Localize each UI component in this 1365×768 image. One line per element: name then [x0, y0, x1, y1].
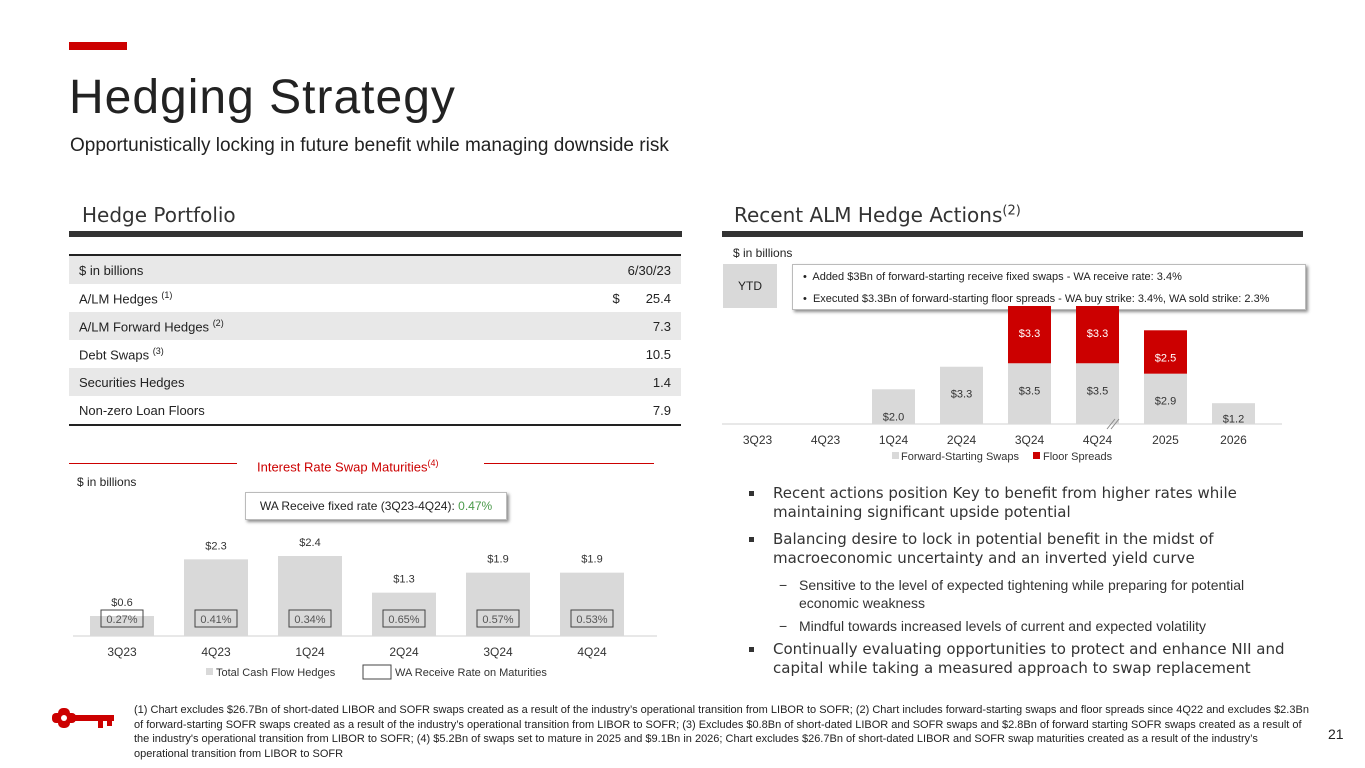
- alm-actions-rule: [722, 231, 1303, 237]
- ytd-label: YTD: [723, 264, 777, 308]
- row-value: [483, 284, 681, 312]
- row-value: 7.9: [652, 402, 671, 418]
- swap-maturities-chart: [69, 520, 669, 685]
- swap-maturities-title: [257, 458, 439, 474]
- row-label-text: A/LM Hedges: [79, 291, 158, 307]
- row-value: 10.5: [645, 346, 671, 362]
- x-tick-label: 3Q24: [483, 645, 513, 659]
- bar-value-label: $1.9: [487, 553, 509, 566]
- wa-rate-label: 0.41%: [200, 614, 232, 626]
- bar-value-label: $2.4: [299, 537, 321, 549]
- bar-value-label: $1.9: [581, 553, 603, 566]
- x-tick-label: 2Q24: [389, 645, 419, 659]
- swaps-value-label: $1.2: [1222, 413, 1245, 426]
- title-accent-bar: [69, 42, 127, 50]
- alm-hedge-actions-chart: [722, 300, 1302, 470]
- legend-swatch-swaps: [892, 452, 899, 459]
- row-label: Securities Hedges: [69, 368, 483, 396]
- table-row: [69, 396, 681, 424]
- x-tick-label: 1Q24: [295, 645, 325, 659]
- sub-bullet-item: − Sensitive to the level of expected tightening while preparing for potential economic weakness: [741, 576, 1301, 612]
- swap-maturities-title-text: Interest Rate Swap Maturities: [257, 459, 428, 475]
- legend-swatch-floors: [1033, 452, 1040, 459]
- row-label: [69, 312, 483, 340]
- floor-spreads-value-label: $3.3: [1018, 328, 1041, 340]
- sub-bullet-item: − Mindful towards increased levels of current and expected volatility: [741, 617, 1301, 635]
- table-row: [69, 368, 681, 396]
- row-label: [69, 284, 483, 312]
- hedge-portfolio-title: [82, 203, 236, 227]
- swap-title-rule-right: [484, 463, 654, 464]
- page-subtitle: Opportunistically locking in future benefit while managing downside risk: [70, 135, 669, 156]
- row-value: 7.3: [483, 312, 681, 340]
- commentary-bullets: [741, 484, 1301, 686]
- x-tick-label: 3Q23: [107, 645, 137, 659]
- swap-title-footnote-ref: (4): [427, 458, 439, 468]
- table-row: [69, 312, 681, 340]
- alm-actions-title: [734, 203, 1021, 227]
- wa-rate-label: 0.57%: [482, 614, 514, 626]
- x-tick-label: 4Q23: [810, 433, 841, 447]
- bullet-item: Recent actions position Key to benefit from higher rates while maintaining significant upside potential: [741, 484, 1301, 522]
- x-tick-label: 3Q23: [742, 433, 773, 447]
- ytd-action-item: • Executed $3.3Bn of forward-starting floor spreads - WA buy strike: 3.4%, WA sold strike: 2.3%: [803, 293, 1270, 305]
- table-row: [69, 340, 681, 368]
- x-tick-label: 2Q24: [946, 433, 977, 447]
- x-tick-label: 4Q24: [577, 645, 607, 659]
- page-title: Hedging Strategy: [69, 71, 456, 124]
- floor-spreads-value-label: $2.5: [1154, 352, 1177, 365]
- swap-title-rule-left: [69, 463, 237, 464]
- row-label: [69, 340, 483, 368]
- x-tick-label: 2025: [1152, 433, 1179, 447]
- legend-label-cash-flow: Total Cash Flow Hedges: [216, 667, 336, 679]
- legend-label-floors: Floor Spreads: [1043, 451, 1113, 463]
- bullet-item: Continually evaluating opportunities to protect and enhance NII and capital while taking a measured approach to swap replacement: [741, 640, 1301, 678]
- alm-unit-label: $ in billions: [733, 246, 793, 260]
- legend-swatch-wa-rate: [363, 665, 391, 679]
- x-tick-label: 3Q24: [1014, 433, 1045, 447]
- legend-swatch-cash-flow: [206, 668, 213, 675]
- row-label-text: A/LM Forward Hedges: [79, 319, 210, 335]
- footnotes: (1) Chart excludes $26.7Bn of short-dated LIBOR and SOFR swaps created as a result of the industry’s operational transition from LIBOR to SOFR; (2) Chart includes forward-starting swaps and floor spreads since 4Q22 and excludes $2.3Bn of forward-starting SOFR swaps created as a result of the industry’s operational transition from LIBOR to SOFR; (3) Excludes $0.8Bn of short-dated LIBOR and SOFR swaps and $2.8Bn of forward starting SOFR swaps created as a result of the industry's operational transition from LIBOR to SOFR; (4) $5.2Bn of swaps set to mature in 2025 and $9.1Bn in 2026; Chart excludes $26.7Bn of short-dated LIBOR and SOFR swap maturities created as a result of the industry’s operational transition from LIBOR to SOFR: [134, 704, 1309, 760]
- bullet-item: Balancing desire to lock in potential benefit in the midst of macroeconomic uncertainty and an inverted yield curve: [741, 530, 1301, 568]
- alm-title-footnote-ref: (2): [1002, 203, 1021, 219]
- swaps-value-label: $3.5: [1086, 385, 1109, 398]
- wa-receive-callout: [245, 492, 507, 520]
- table-row: [69, 284, 681, 312]
- bar-value-label: $1.3: [393, 573, 415, 586]
- floor-spreads-value-label: $3.3: [1086, 328, 1109, 340]
- swaps-value-label: $3.5: [1018, 385, 1041, 398]
- table-header-date: 6/30/23: [483, 256, 681, 284]
- alm-actions-title-text: Recent ALM Hedge Actions: [734, 203, 1003, 227]
- bar-value-label: $0.6: [111, 597, 133, 609]
- row-footnote-ref: (2): [212, 317, 224, 328]
- page-number: 21: [1328, 726, 1344, 742]
- row-footnote-ref: (3): [152, 345, 164, 356]
- ytd-action-text: Executed $3.3Bn of forward-starting floor spreads - WA buy strike: 3.4%, WA sold strike: 2.3%: [812, 293, 1270, 305]
- x-tick-label: 1Q24: [878, 433, 909, 447]
- row-value-text: 25.4: [645, 290, 671, 306]
- row-footnote-ref: (1): [161, 289, 173, 300]
- row-label-text: Debt Swaps: [79, 347, 150, 363]
- legend-label-swaps: Forward-Starting Swaps: [901, 451, 1019, 463]
- wa-rate-label: 0.34%: [294, 614, 326, 626]
- table-header-row: [69, 256, 681, 284]
- x-tick-label: 2026: [1220, 433, 1247, 447]
- callout-value: 0.47%: [458, 499, 493, 513]
- legend-label-wa-rate: WA Receive Rate on Maturities: [395, 667, 547, 679]
- swaps-value-label: $2.0: [882, 411, 905, 424]
- key-logo-icon: [52, 704, 118, 737]
- wa-rate-label: 0.53%: [576, 614, 608, 626]
- swaps-value-label: $2.9: [1154, 395, 1177, 408]
- x-tick-label: 4Q24: [1082, 433, 1113, 447]
- x-tick-label: 4Q23: [201, 645, 231, 659]
- row-currency: $: [612, 290, 620, 306]
- hedge-portfolio-table-wrap: [69, 254, 681, 426]
- callout-label: WA Receive fixed rate (3Q23-4Q24):: [259, 499, 455, 513]
- row-label: Non-zero Loan Floors: [79, 402, 205, 418]
- ytd-action-item: • Added $3Bn of forward-starting receive fixed swaps - WA receive rate: 3.4%: [803, 271, 1182, 283]
- wa-rate-label: 0.65%: [388, 614, 420, 626]
- swap-unit-label: $ in billions: [77, 475, 137, 489]
- hedge-portfolio-title-text: Hedge Portfolio: [82, 203, 236, 227]
- swaps-value-label: $3.3: [950, 388, 973, 401]
- row-value: 1.4: [483, 368, 681, 396]
- ytd-action-text: Added $3Bn of forward-starting receive fixed swaps - WA receive rate: 3.4%: [812, 271, 1182, 283]
- hedge-portfolio-table: [69, 256, 681, 424]
- wa-rate-label: 0.27%: [106, 614, 138, 626]
- table-header-label: $ in billions: [69, 256, 483, 284]
- hedge-portfolio-rule: [69, 231, 682, 237]
- bar-value-label: $2.3: [205, 540, 227, 553]
